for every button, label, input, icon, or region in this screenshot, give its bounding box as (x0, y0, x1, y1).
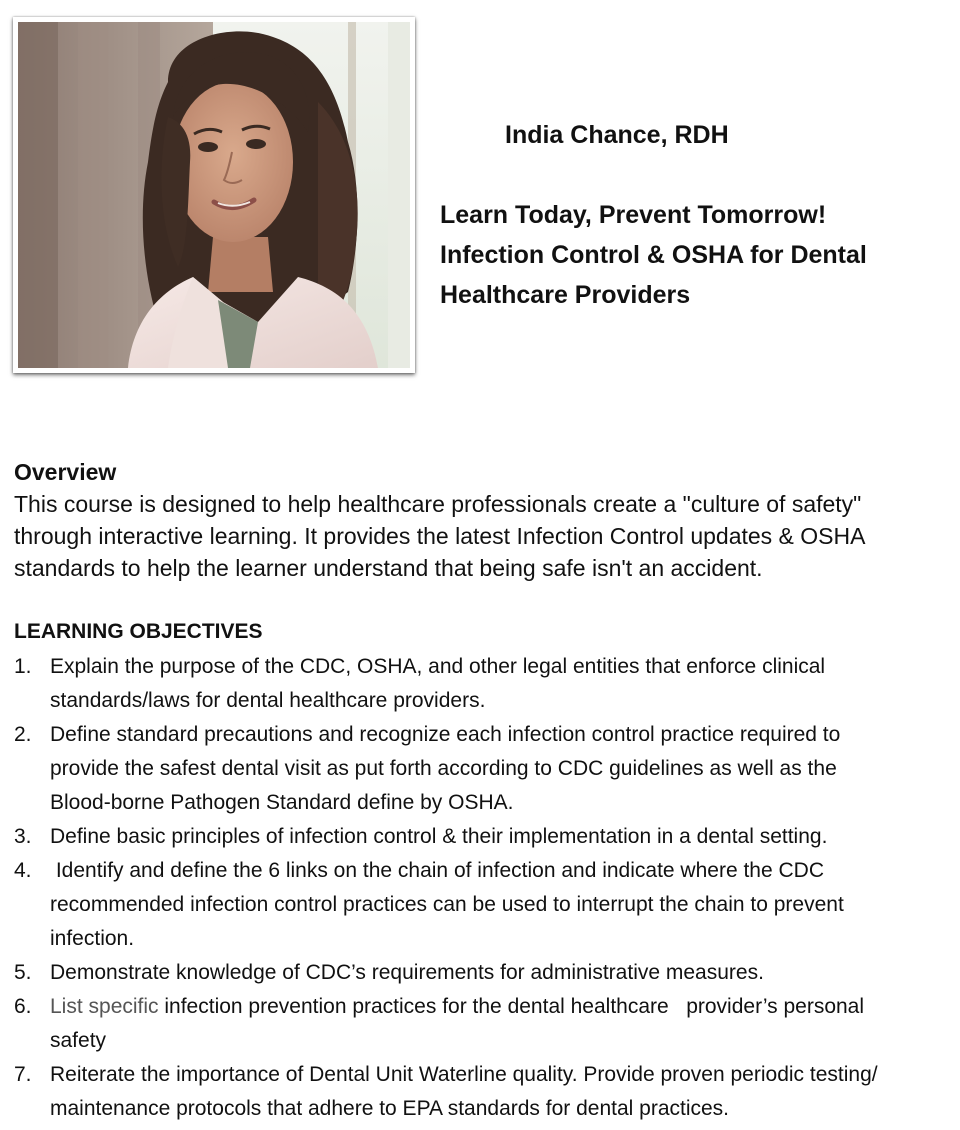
course-title-line: Learn Today, Prevent Tomorrow! (440, 201, 827, 229)
overview-heading: Overview (14, 459, 117, 485)
objectives-heading: LEARNING OBJECTIVES (14, 620, 263, 643)
objective-line: Define standard precautions and recognize each infection control practice required to (50, 723, 841, 746)
course-title-line: Infection Control & OSHA for Dental (440, 241, 867, 269)
objective-line: Reiterate the importance of Dental Unit Waterline quality. Provide proven periodic testing/ (50, 1063, 878, 1086)
instructor-portrait (13, 17, 415, 373)
objective-number: 4. (14, 859, 32, 882)
objective-number: 6. (14, 995, 32, 1018)
objective-line: provide the safest dental visit as put forth according to CDC guidelines as well as the (50, 757, 837, 780)
overview-line: standards to help the learner understand that being safe isn't an accident. (14, 555, 763, 581)
course-title (440, 195, 940, 315)
objective-number: 7. (14, 1063, 32, 1086)
objective-line: Blood-borne Pathogen Standard define by OSHA. (50, 791, 514, 814)
objective-item (0, 718, 960, 820)
objective-item (0, 854, 960, 956)
objective-line: Identify and define the 6 links on the chain of infection and indicate where the CDC (50, 859, 824, 882)
objective-line: infection. (50, 927, 135, 950)
objective-line: Explain the purpose of the CDC, OSHA, and other legal entities that enforce clinical (50, 655, 826, 678)
instructor-name: India Chance, RDH (505, 121, 729, 149)
instructor-photo (18, 22, 410, 368)
objective-line: standards/laws for dental healthcare providers. (50, 689, 486, 712)
objective-number: 1. (14, 655, 32, 678)
objective-line: Define basic principles of infection control & their implementation in a dental setting. (50, 825, 828, 848)
objective-item (0, 990, 960, 1058)
objective-line-rest: infection prevention practices for the dental healthcare provider’s personal (158, 995, 865, 1018)
objective-number: 2. (14, 723, 32, 746)
overview-text (14, 488, 865, 584)
objective-line: maintenance protocols that adhere to EPA standards for dental practices. (50, 1097, 730, 1120)
objective-line (50, 990, 960, 1024)
objective-line: Demonstrate knowledge of CDC’s requirements for administrative measures. (50, 961, 764, 984)
objective-item (0, 820, 960, 854)
objectives-list (0, 650, 960, 1126)
objective-item (0, 956, 960, 990)
objective-line: recommended infection control practices can be used to interrupt the chain to prevent (50, 893, 844, 916)
overview-line: through interactive learning. It provides the latest Infection Control updates & OSHA (14, 523, 866, 549)
objective-number: 5. (14, 961, 32, 984)
objective-item (0, 1058, 960, 1126)
overview-line: This course is designed to help healthcare professionals create a "culture of safety" (14, 491, 862, 517)
objective-number: 3. (14, 825, 32, 848)
objective-lead-text: List specific (50, 995, 159, 1018)
objective-item (0, 650, 960, 718)
course-title-line: Healthcare Providers (440, 281, 691, 309)
objective-line: safety (50, 1029, 107, 1052)
